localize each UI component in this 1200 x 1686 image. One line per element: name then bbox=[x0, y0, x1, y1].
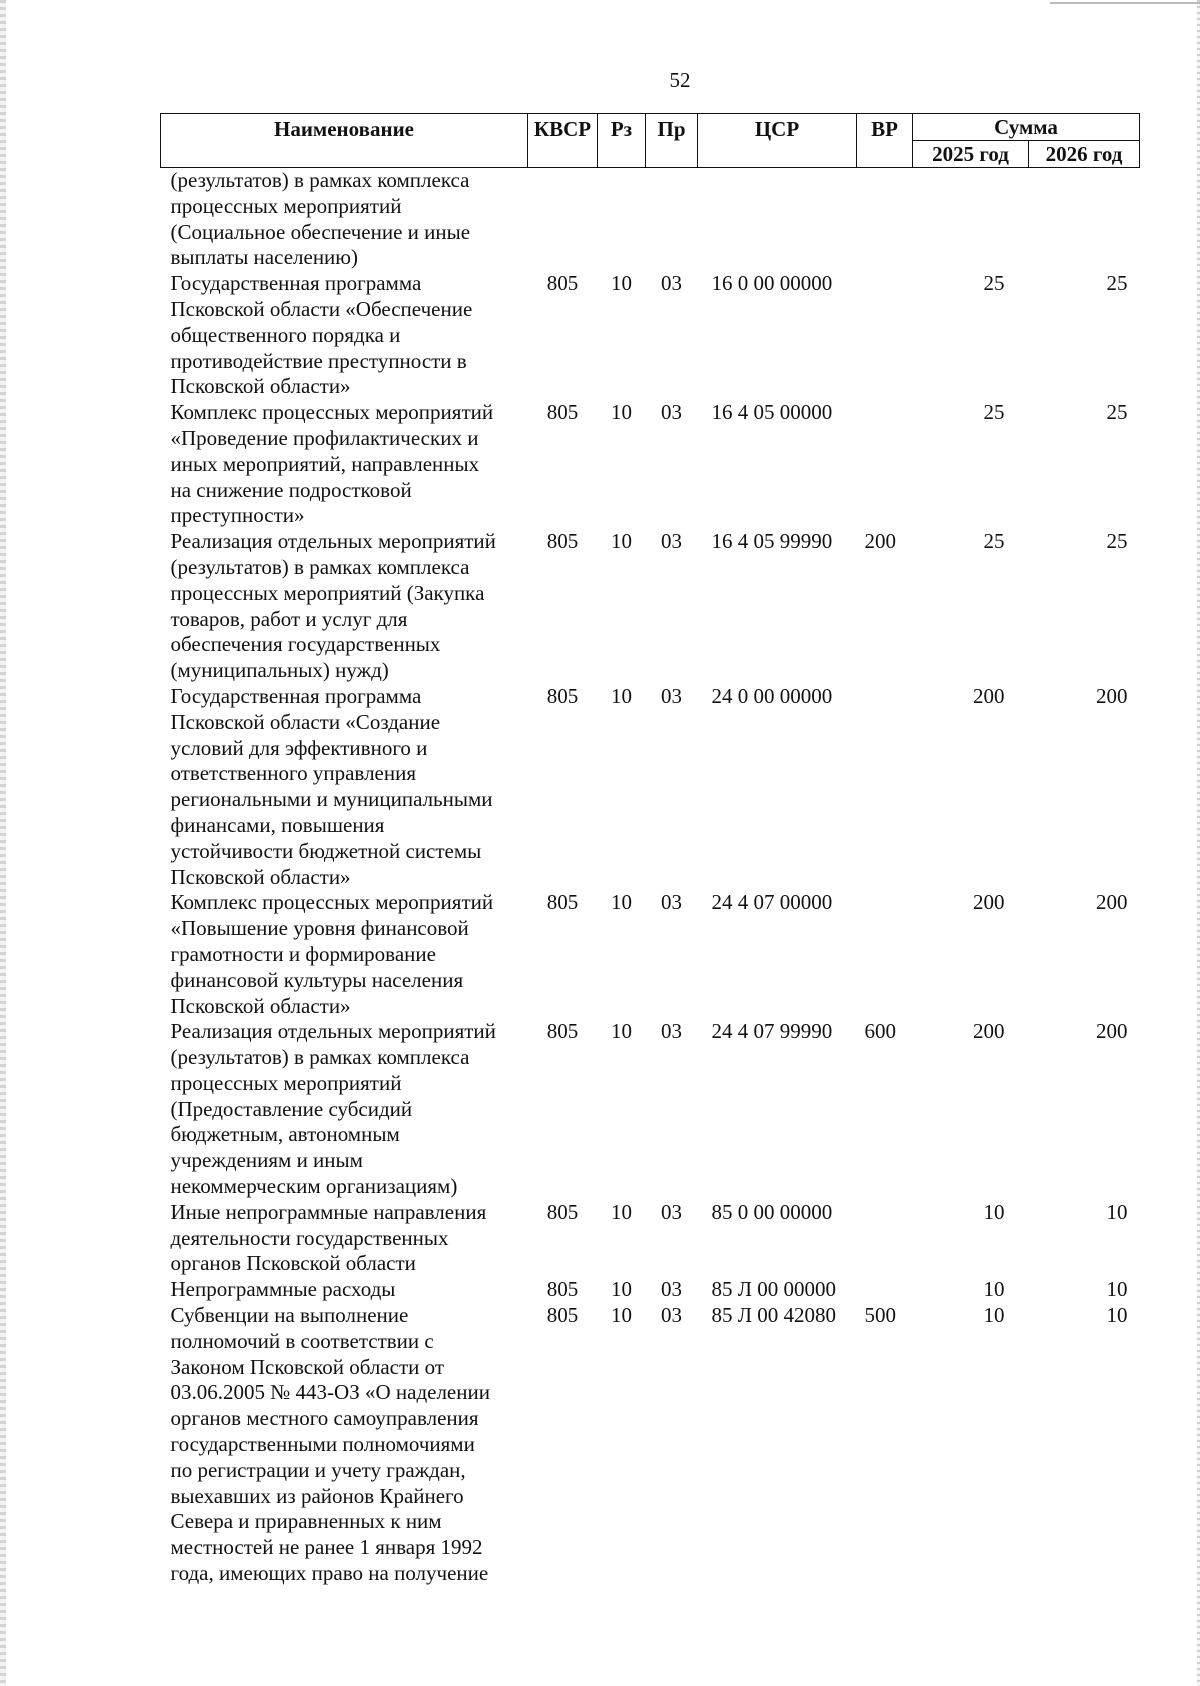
table-row bbox=[161, 1019, 1140, 1200]
row-pr-cell: 03 bbox=[661, 1019, 682, 1044]
row-rz-cell: 10 bbox=[611, 271, 632, 296]
table-header bbox=[161, 114, 1140, 168]
row-name-cell: Государственная программа Псковской области «Обеспечение общественного порядка и противодействие преступности в Псковской области» bbox=[170, 271, 473, 399]
row-kvsr-cell: 805 bbox=[546, 1303, 579, 1328]
row-name-cell: Непрограммные расходы bbox=[170, 1277, 396, 1302]
row-kvsr-cell: 805 bbox=[546, 271, 579, 296]
row-sum-2026-cell: 10 bbox=[1106, 1303, 1128, 1328]
header-rz: Рз bbox=[598, 114, 646, 168]
row-sum-2025-cell: 10 bbox=[983, 1199, 1005, 1224]
header-sum: Сумма bbox=[913, 114, 1140, 141]
row-csr-cell: 24 4 07 99990 bbox=[711, 1019, 833, 1044]
table-row bbox=[161, 1303, 1140, 1587]
row-kvsr-cell: 805 bbox=[546, 529, 579, 554]
row-rz-cell: 10 bbox=[611, 1019, 632, 1044]
row-rz-cell bbox=[598, 168, 646, 272]
scan-edge-left bbox=[0, 0, 6, 1686]
row-pr-cell: 03 bbox=[661, 1199, 682, 1224]
table-row bbox=[161, 1277, 1140, 1303]
row-rz-cell: 10 bbox=[611, 1199, 632, 1224]
row-name-cell: (результатов) в рамках комплекса процессных мероприятий (Социальное обеспечение и иные выплаты населению) bbox=[170, 168, 471, 270]
row-pr-cell: 03 bbox=[661, 529, 682, 554]
row-rz-cell: 10 bbox=[611, 1303, 632, 1328]
row-name-cell: Иные непрограммные направления деятельности государственных органов Псковской области bbox=[170, 1199, 487, 1276]
row-csr-cell: 24 4 07 00000 bbox=[711, 890, 833, 915]
row-pr-cell: 03 bbox=[661, 271, 682, 296]
scan-edge-top bbox=[1050, 2, 1200, 4]
row-sum-2026-cell bbox=[1029, 168, 1140, 272]
row-kvsr-cell: 805 bbox=[546, 1019, 579, 1044]
row-kvsr-cell: 805 bbox=[546, 890, 579, 915]
row-csr-cell: 16 4 05 99990 bbox=[711, 529, 833, 554]
table-row bbox=[161, 400, 1140, 529]
row-sum-2026-cell: 25 bbox=[1106, 529, 1128, 554]
row-vr-cell: 600 bbox=[864, 1019, 896, 1044]
row-kvsr-cell: 805 bbox=[546, 683, 579, 708]
row-sum-2025-cell: 25 bbox=[983, 271, 1005, 296]
row-sum-2026-cell: 10 bbox=[1106, 1199, 1128, 1224]
row-sum-2025-cell: 25 bbox=[983, 529, 1005, 554]
row-name-cell: Комплекс процессных мероприятий «Повышение уровня финансовой грамотности и формирование финансовой культуры населения Псковской области» bbox=[170, 890, 494, 1018]
row-sum-2025-cell bbox=[913, 168, 1029, 272]
row-vr-cell: 200 bbox=[864, 529, 896, 554]
page-number: 52 bbox=[669, 68, 691, 92]
row-name-cell: Государственная программа Псковской области «Создание условий для эффективного и ответственного управления региональными и муниципальными финансами, повышения устойчивости бюджетной системы Псковской области» bbox=[170, 683, 493, 889]
row-sum-2026-cell: 200 bbox=[1096, 1019, 1128, 1044]
row-rz-cell: 10 bbox=[611, 890, 632, 915]
header-kvsr: КВСР bbox=[528, 114, 598, 168]
row-rz-cell: 10 bbox=[611, 1277, 632, 1302]
table-row bbox=[161, 1200, 1140, 1277]
row-name-cell: Субвенции на выполнение полномочий в соответствии с Законом Псковской области от 03.06.2005 № 443-ОЗ «О наделении органов местного самоуправления государственными полномочиями по регистрации и учету граждан, выехавших из районов Крайнего Севера и приравненных к ним местностей не ранее 1 января 1992 года, имеющих право на получение bbox=[170, 1303, 490, 1586]
row-sum-2025-cell: 10 bbox=[983, 1277, 1005, 1302]
row-vr-cell bbox=[857, 684, 913, 890]
row-vr-cell bbox=[857, 168, 913, 272]
row-csr-cell: 85 0 00 00000 bbox=[711, 1199, 833, 1224]
row-rz-cell: 10 bbox=[611, 529, 632, 554]
row-vr-cell bbox=[857, 1200, 913, 1277]
row-sum-2025-cell: 200 bbox=[973, 1019, 1005, 1044]
row-csr-cell: 16 0 00 00000 bbox=[711, 271, 833, 296]
row-csr-cell: 85 Л 00 00000 bbox=[711, 1277, 836, 1302]
row-csr-cell: 16 4 05 00000 bbox=[711, 400, 833, 425]
row-pr-cell: 03 bbox=[661, 400, 682, 425]
row-kvsr-cell: 805 bbox=[546, 400, 579, 425]
row-sum-2025-cell: 25 bbox=[983, 400, 1005, 425]
row-kvsr-cell: 805 bbox=[546, 1199, 579, 1224]
row-vr-cell bbox=[857, 271, 913, 400]
row-vr-cell bbox=[857, 890, 913, 1019]
header-vr: ВР bbox=[857, 114, 913, 168]
row-name-cell: Комплекс процессных мероприятий «Проведение профилактических и иных мероприятий, направленных на снижение подростковой преступности» bbox=[170, 400, 494, 528]
row-rz-cell: 10 bbox=[611, 683, 632, 708]
header-csr: ЦСР bbox=[698, 114, 857, 168]
table-row bbox=[161, 684, 1140, 890]
row-pr-cell: 03 bbox=[661, 1303, 682, 1328]
row-csr-cell bbox=[698, 168, 857, 272]
row-sum-2026-cell: 200 bbox=[1096, 683, 1128, 708]
row-sum-2026-cell: 25 bbox=[1106, 271, 1128, 296]
header-year-2025: 2025 год bbox=[913, 141, 1029, 168]
row-sum-2026-cell: 10 bbox=[1106, 1277, 1128, 1302]
row-vr-cell: 500 bbox=[864, 1303, 896, 1328]
header-name: Наименование bbox=[161, 114, 528, 168]
row-pr-cell: 03 bbox=[661, 683, 682, 708]
row-kvsr-cell: 805 bbox=[546, 1277, 579, 1302]
row-pr-cell: 03 bbox=[661, 1277, 682, 1302]
header-pr: Пр bbox=[646, 114, 698, 168]
row-sum-2025-cell: 200 bbox=[973, 890, 1005, 915]
row-sum-2026-cell: 200 bbox=[1096, 890, 1128, 915]
budget-table bbox=[160, 113, 1140, 1587]
row-sum-2025-cell: 10 bbox=[983, 1303, 1005, 1328]
header-year-2026: 2026 год bbox=[1029, 141, 1140, 168]
row-sum-2026-cell: 25 bbox=[1106, 400, 1128, 425]
row-pr-cell bbox=[646, 168, 698, 272]
row-csr-cell: 85 Л 00 42080 bbox=[711, 1303, 836, 1328]
row-name-cell: Реализация отдельных мероприятий (результатов) в рамках комплекса процессных мероприятий (Предоставление субсидий бюджетным, автономным учреждениям и иным некоммерческим организациям) bbox=[170, 1019, 496, 1199]
row-rz-cell: 10 bbox=[611, 400, 632, 425]
row-name-cell: Реализация отдельных мероприятий (результатов) в рамках комплекса процессных мероприятий (Закупка товаров, работ и услуг для обеспечения государственных (муниципальных) нужд) bbox=[170, 529, 496, 683]
row-kvsr-cell bbox=[528, 168, 598, 272]
row-vr-cell bbox=[857, 1277, 913, 1303]
row-sum-2025-cell: 200 bbox=[973, 683, 1005, 708]
row-csr-cell: 24 0 00 00000 bbox=[711, 683, 833, 708]
table-row bbox=[161, 168, 1140, 272]
table-row bbox=[161, 529, 1140, 684]
row-vr-cell bbox=[857, 400, 913, 529]
row-pr-cell: 03 bbox=[661, 890, 682, 915]
table-row bbox=[161, 890, 1140, 1019]
table-body bbox=[161, 168, 1140, 1587]
table-row bbox=[161, 271, 1140, 400]
